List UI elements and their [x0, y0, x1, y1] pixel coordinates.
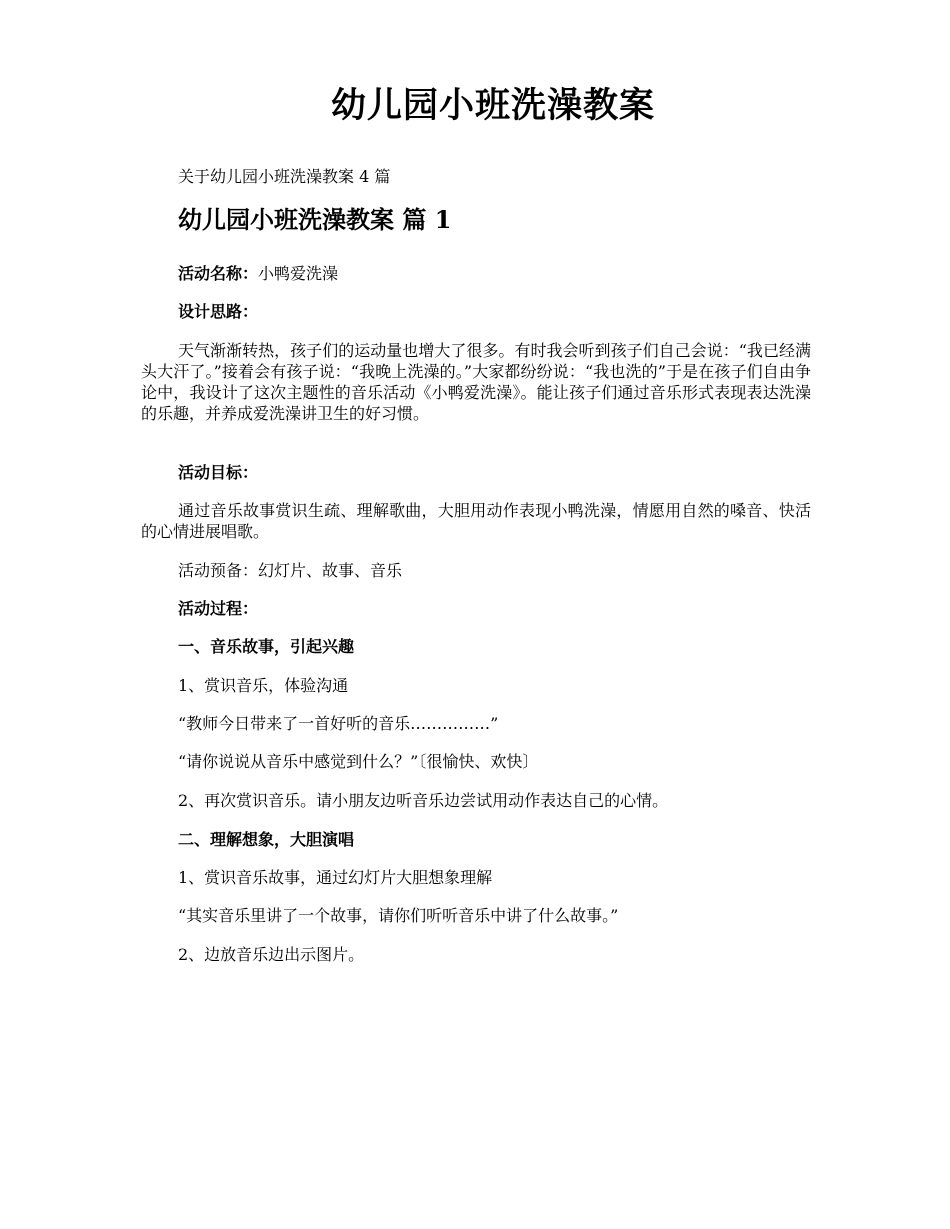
quote-1: “教师今日带来了一首好听的音乐……………” — [178, 714, 499, 733]
quote-3: “其实音乐里讲了一个故事，请你们听听音乐中讲了什么故事。” — [178, 906, 619, 925]
prep-line: 活动预备：幻灯片、故事、音乐 — [178, 561, 403, 580]
part1-heading: 一、音乐故事，引起兴趣 — [178, 637, 355, 656]
activity-name-line — [178, 263, 338, 285]
document-title: 幼儿园小班洗澡教案 — [330, 85, 655, 126]
document-subtitle: 关于幼儿园小班洗澡教案 4 篇 — [178, 167, 391, 186]
goal-paragraph: 通过音乐故事赏识生疏、理解歌曲，大胆用动作表现小鸭洗澡，情愿用自然的嗓音、快活的心情进展唱歌。 — [141, 501, 811, 541]
activity-name-label: 活动名称： — [178, 264, 259, 283]
section-heading: 幼儿园小班洗澡教案 篇 1 — [178, 205, 452, 234]
part2-heading: 二、理解想象，大胆演唱 — [178, 830, 355, 849]
process-label: 活动过程： — [178, 599, 259, 618]
goal-label: 活动目标： — [178, 463, 259, 482]
part2-item1: 1、赏识音乐故事，通过幻灯片大胆想象理解 — [178, 868, 493, 887]
activity-name-value: 小鸭爱洗澡 — [258, 264, 339, 283]
design-idea-label: 设计思路： — [178, 302, 259, 321]
part1-item2: 2、再次赏识音乐。请小朋友边听音乐边尝试用动作表达自己的心情。 — [178, 791, 669, 810]
design-idea-paragraph: 天气渐渐转热，孩子们的运动量也增大了很多。有时我会听到孩子们自己会说：“我已经满头大汗了。”接着会有孩子说：“我晚上洗澡的。”大家都纷纷说：“我也洗的”于是在孩子们自由争论中，我设计了这次主题性的音乐活动《小鸭爱洗澡》。能让孩子们通过音乐形式表现表达洗澡的乐趣，并养成爱洗澡讲卫生的好习惯。 — [141, 341, 811, 423]
part1-item1: 1、赏识音乐，体验沟通 — [178, 676, 349, 695]
quote-2: “请你说说从音乐中感觉到什么？”〔很愉快、欢快〕 — [178, 752, 539, 771]
part2-item2: 2、边放音乐边出示图片。 — [178, 945, 365, 964]
